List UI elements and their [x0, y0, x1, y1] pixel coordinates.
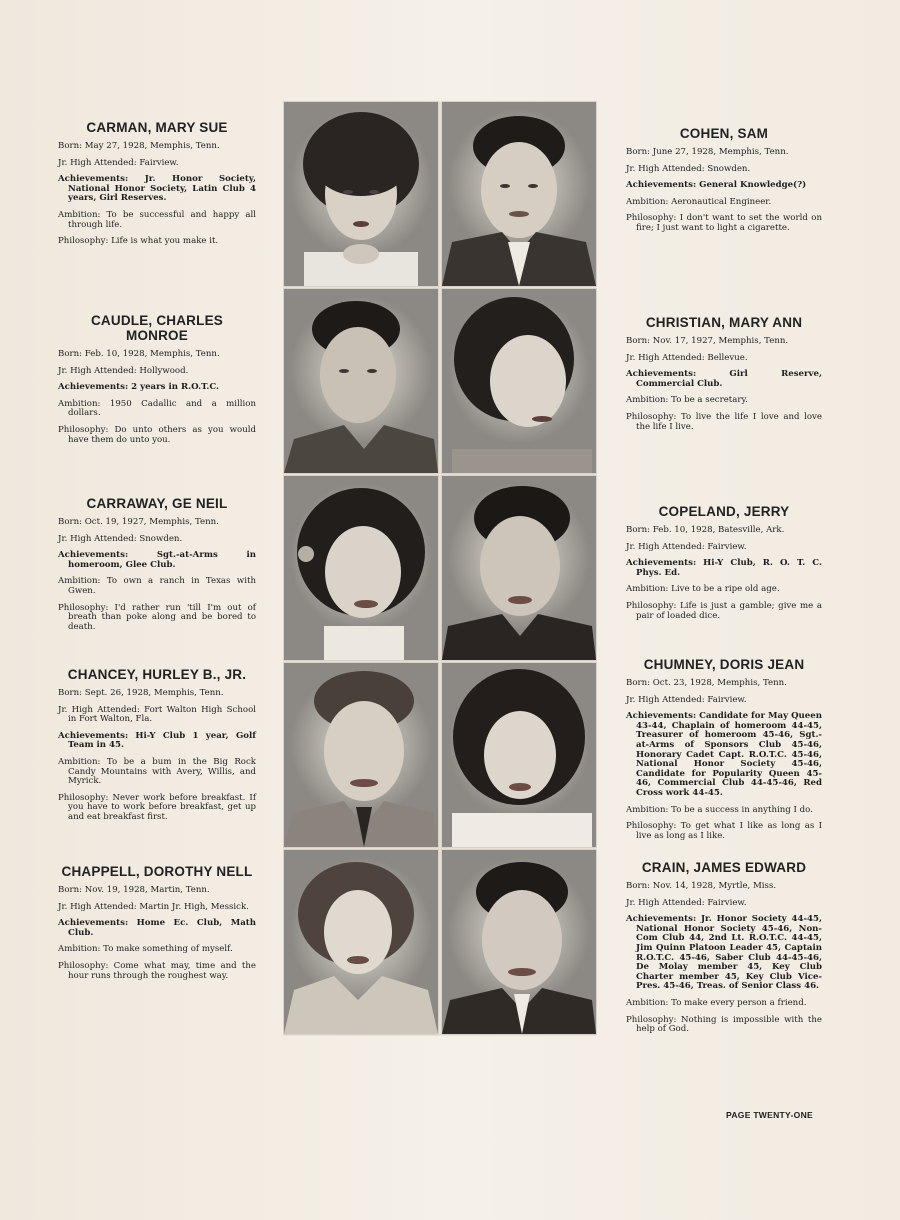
ambition-line: Ambition: Aeronautical Engineer. — [626, 196, 772, 207]
achievements-line: Achievements: Sgt.-at-Arms in homeroom, Glee Club. — [58, 550, 256, 570]
student-entry — [626, 315, 822, 439]
born-line: Born: May 27, 1928, Memphis, Tenn. — [58, 141, 220, 151]
student-name: COHEN, SAM — [679, 126, 769, 141]
ambition-line: Ambition: To be successful and happy all through life. — [58, 209, 256, 230]
philosophy-line: Philosophy: I don't want to set the world on fire; I just want to light a cigarette. — [626, 213, 822, 233]
achievements-line: Achievements: Girl Reserve, Commercial Club. — [626, 369, 822, 389]
portrait-photo — [284, 289, 438, 473]
ambition-line: Ambition: To be a secretary. — [626, 395, 748, 406]
jr-high-line: Jr. High Attended: Snowden. — [626, 163, 751, 174]
student-name: CHUMNEY, DORIS JEAN — [643, 657, 805, 672]
jr-high-line: Jr. High Attended: Fort Walton High School in Fort Walton, Fla. — [58, 704, 256, 725]
portrait-photo — [442, 850, 596, 1034]
philosophy-line: Philosophy: Do unto others as you would have them do unto you. — [58, 424, 256, 445]
student-name: CAUDLE, CHARLES MONROE — [90, 313, 223, 343]
philosophy-line: Philosophy: To live the life I love and love the life I live. — [626, 411, 822, 432]
achievements-line: Achievements: 2 years in R.O.T.C. — [58, 382, 220, 393]
student-name: CARMAN, MARY SUE — [86, 120, 228, 135]
portrait-photo — [442, 102, 596, 286]
jr-high-line: Jr. High Attended: Hollywood. — [58, 365, 189, 376]
philosophy-line: Philosophy: Life is just a gamble; give me a pair of loaded dice. — [626, 600, 822, 621]
student-entry — [58, 667, 256, 830]
student-entry — [58, 313, 256, 452]
portrait-photo — [442, 663, 596, 847]
philosophy-line: Philosophy: To get what I like as long as I live as long as I like. — [626, 821, 822, 841]
student-entry — [626, 504, 822, 628]
born-line: Born: Nov. 19, 1928, Martin, Tenn. — [58, 885, 210, 895]
portrait-photo — [284, 476, 438, 660]
born-line: Born: Sept. 26, 1928, Memphis, Tenn. — [58, 688, 224, 698]
portrait-photo — [284, 663, 438, 847]
jr-high-line: Jr. High Attended: Bellevue. — [626, 352, 748, 363]
ambition-line: Ambition: To own a ranch in Texas with Gwen. — [58, 576, 256, 596]
student-entry — [626, 126, 822, 241]
philosophy-line: Philosophy: I'd rather run 'till I'm out of breath than poke along and be bored to death. — [58, 602, 256, 632]
student-name: CHRISTIAN, MARY ANN — [645, 315, 803, 330]
page-number: PAGE TWENTY-ONE — [726, 1110, 813, 1120]
portrait-photo — [442, 476, 596, 660]
born-line: Born: Feb. 10, 1928, Memphis, Tenn. — [58, 349, 220, 359]
born-line: Born: Feb. 10, 1928, Batesville, Ark. — [626, 525, 785, 535]
born-line: Born: Oct. 19, 1927, Memphis, Tenn. — [58, 517, 219, 527]
achievements-line: Achievements: Hi-Y Club 1 year, Golf Team in 45. — [58, 730, 256, 751]
student-name: CARRAWAY, GE NEIL — [86, 496, 228, 511]
born-line: Born: Oct. 23, 1928, Memphis, Tenn. — [626, 678, 787, 688]
born-line: Born: Nov. 14, 1928, Myrtle, Miss. — [626, 881, 777, 891]
philosophy-line: Philosophy: Come what may, time and the hour runs through the roughest way. — [58, 960, 256, 981]
jr-high-line: Jr. High Attended: Martin Jr. High, Messick. — [58, 901, 249, 912]
ambition-line: Ambition: Live to be a ripe old age. — [626, 584, 780, 595]
born-line: Born: June 27, 1928, Memphis, Tenn. — [626, 147, 789, 157]
portrait-photo — [284, 850, 438, 1034]
jr-high-line: Jr. High Attended: Fairview. — [626, 897, 747, 908]
student-name: CHANCEY, HURLEY B., JR. — [67, 667, 247, 682]
achievements-line: Achievements: Jr. Honor Society, National Honor Society, Latin Club 4 years, Girl Reserves. — [58, 174, 256, 204]
student-entry — [58, 120, 256, 254]
student-name: CRAIN, JAMES EDWARD — [641, 860, 807, 875]
philosophy-line: Philosophy: Nothing is impossible with the help of God. — [626, 1014, 822, 1035]
portrait-photo — [442, 289, 596, 473]
ambition-line: Ambition: To be a bum in the Big Rock Candy Mountains with Avery, Willis, and Myrick. — [58, 756, 256, 787]
portrait-photo — [284, 102, 438, 286]
student-name: CHAPPELL, DOROTHY NELL — [61, 864, 253, 879]
student-entry — [626, 657, 822, 848]
ambition-line: Ambition: To make something of myself. — [58, 944, 233, 955]
achievements-line: Achievements: Hi-Y Club, R. O. T. C. Phys. Ed. — [626, 558, 822, 578]
achievements-line: Achievements: Candidate for May Queen 43-44, Chaplain of homeroom 44-45, Treasurer of homeroom 45-46, Sgt.-at-Arms of Sponsors Club 45-46, Honorary Cadet Capt. R.O.T.C. 45-46, National Honor Society 45-46, Candidate for Popularity Queen 45-46, Commercial Club 44-45-46, Red Cross work 44-45. — [626, 711, 822, 798]
ambition-line: Ambition: To be a success in anything I do. — [626, 804, 813, 815]
student-entry — [58, 864, 256, 988]
achievements-line: Achievements: Jr. Honor Society 44-45, National Honor Society 45-46, Non-Com Club 44, 2nd Lt. R.O.T.C. 44-45, Jim Quinn Platoon Leader 45, Captain R.O.T.C. 45-46, Saber Club 44-45-46, De Molay member 45, Key Club Charter member 45, Key Club Vice-Pres. 45-46, Treas. of Senior Class 46. — [626, 914, 822, 992]
achievements-line: Achievements: General Knowledge(?) — [626, 180, 807, 191]
student-entry — [58, 496, 256, 639]
jr-high-line: Jr. High Attended: Fairview. — [58, 157, 179, 168]
born-line: Born: Nov. 17, 1927, Memphis, Tenn. — [626, 336, 789, 346]
jr-high-line: Jr. High Attended: Fairview. — [626, 694, 747, 705]
ambition-line: Ambition: 1950 Cadallic and a million dollars. — [58, 398, 256, 419]
achievements-line: Achievements: Home Ec. Club, Math Club. — [58, 918, 256, 938]
philosophy-line: Philosophy: Life is what you make it. — [58, 236, 219, 247]
student-entry — [626, 860, 822, 1042]
student-name: COPELAND, JERRY — [658, 504, 790, 519]
jr-high-line: Jr. High Attended: Fairview. — [626, 541, 747, 552]
philosophy-line: Philosophy: Never work before breakfast. If you have to work before breakfast, get up and eat breakfast first. — [58, 792, 256, 822]
jr-high-line: Jr. High Attended: Snowden. — [58, 533, 183, 544]
ambition-line: Ambition: To make every person a friend. — [626, 997, 807, 1008]
portrait-grid — [284, 102, 596, 1036]
